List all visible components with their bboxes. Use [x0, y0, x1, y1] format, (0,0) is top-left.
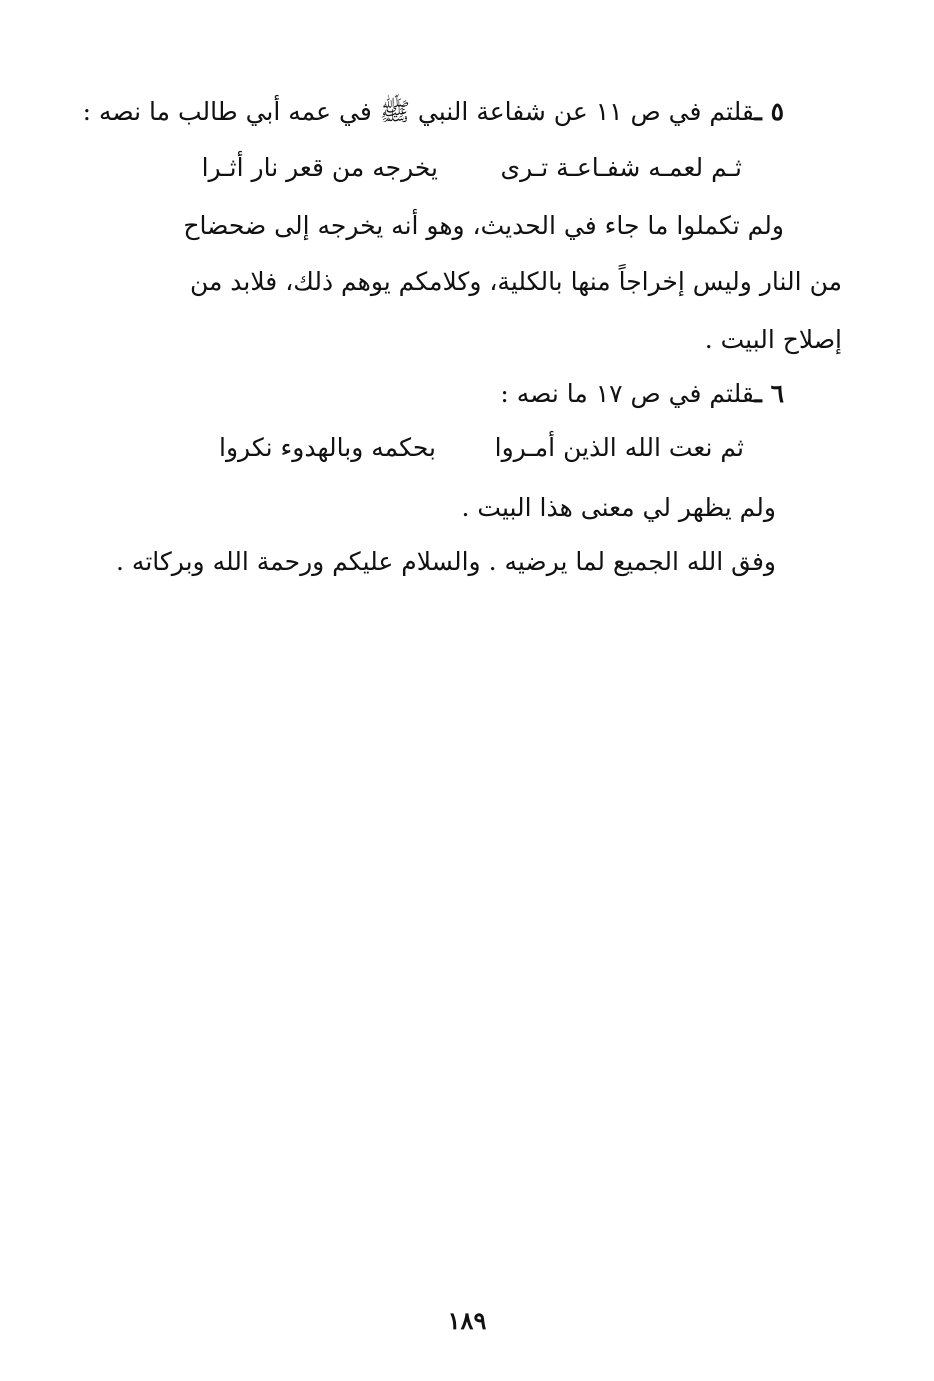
item-5-verse-second-hemistich: يخرجه من قعر نار أثـرا: [201, 153, 438, 182]
item-5-comment-line-1: ولم تكملوا ما جاء في الحديث، وهو أنه يخرجه إلى ضحضاح: [183, 211, 784, 240]
item-5-heading: [83, 92, 784, 132]
item-6-intro: قلتم في ص ١٧ ما نصه :: [500, 379, 755, 408]
page-number: ١٨٩: [447, 1306, 487, 1335]
item-6-verse-second-hemistich: بحكمه وبالهدوء نكروا: [219, 433, 436, 462]
item-6-verse-first-hemistich: ثم نعت الله الذين أمـروا: [494, 433, 744, 462]
closing-line: وفق الله الجميع لما يرضيه . والسلام عليكم ورحمة الله وبركاته .: [116, 547, 776, 576]
item-5-verse-first-hemistich: ثـم لعمـه شفـاعـة تـرى: [500, 153, 742, 182]
item-6-heading: [500, 374, 784, 414]
item-5-intro: قلتم في ص ١١ عن شفاعة النبي ﷺ في عمه أبي طالب ما نصه :: [82, 97, 755, 126]
item-5-comment-line-2: من النار وليس إخراجاً منها بالكلية، وكلامكم يوهم ذلك، فلابد من: [189, 267, 842, 296]
item-5-number: ٥ ـ: [754, 97, 784, 126]
item-6-number: ٦ ـ: [754, 379, 784, 408]
item-5-comment-line-3: إصلاح البيت .: [704, 325, 842, 354]
item-6-comment-line-1: ولم يظهر لي معنى هذا البيت .: [461, 493, 776, 522]
